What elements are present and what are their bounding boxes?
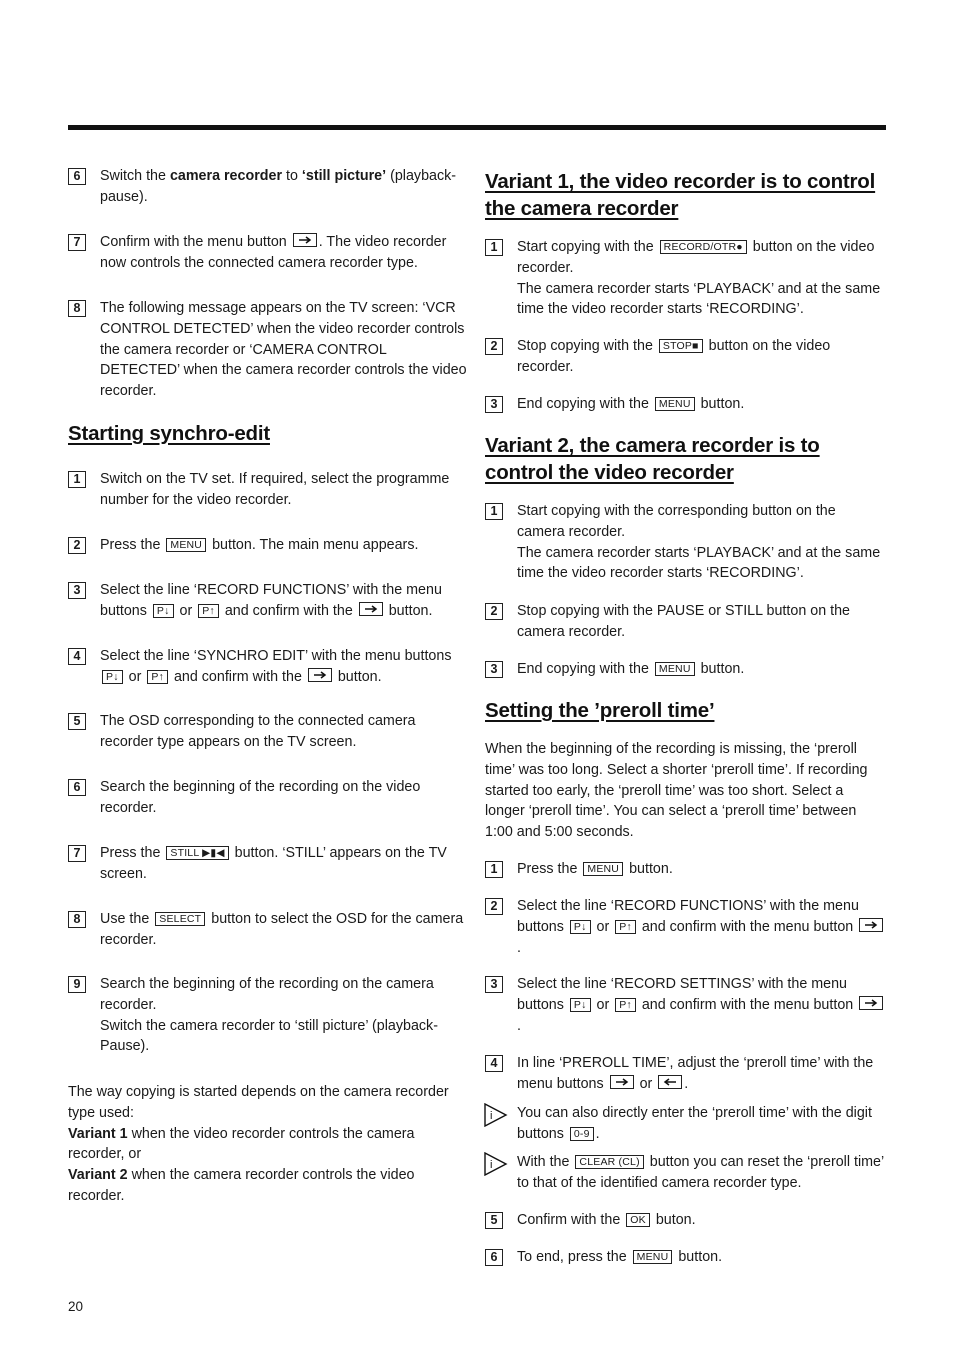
top-rule [68, 125, 886, 130]
synchro-step-3: 3 Select the line ‘RECORD FUNCTIONS’ with the menu buttons P↓ or P↑ and confirm with the button. [68, 580, 468, 622]
menu-key-label: MENU [583, 862, 623, 876]
info-icon [484, 1103, 508, 1127]
arrow-right-key-icon [293, 233, 317, 247]
info-note-digit-buttons: i You can also directly enter the ‘preroll time’ with the digit buttons 0-9 . [485, 1103, 887, 1145]
step-number: 2 [485, 898, 503, 915]
step-number: 2 [68, 537, 86, 554]
info-note-clear-button: i With the CLEAR (CL) button you can reset the ‘preroll time’ to that of the identified camera recorder type. [485, 1152, 887, 1194]
step-number: 1 [68, 471, 86, 488]
step-number: 6 [485, 1249, 503, 1266]
step-number: 8 [68, 911, 86, 928]
preroll-step-6: 6 To end, press the MENU button. [485, 1247, 887, 1268]
arrow-right-key-icon [859, 996, 883, 1010]
menu-key-label: MENU [633, 1250, 673, 1264]
synchro-step-2: 2 Press the MENU button. The main menu appears. [68, 535, 468, 556]
step-6-switch-still: 6 Switch the camera recorder to ‘still picture’ (playback-pause). [68, 166, 468, 208]
step-number: 7 [68, 234, 86, 251]
step-number: 2 [485, 603, 503, 620]
step-number: 5 [68, 713, 86, 730]
synchro-step-6: 6 Search the beginning of the recording on the video recorder. [68, 777, 468, 819]
step-number: 4 [68, 648, 86, 665]
still-key-label: STILL ▶▮◀ [166, 846, 228, 860]
heading-variant-2: Variant 2, the camera recorder is to control the video recorder [485, 434, 820, 484]
step-number: 9 [68, 976, 86, 993]
variant1-step-2: 2 Stop copying with the STOP■ button on the video recorder. [485, 336, 887, 378]
step-number: 6 [68, 779, 86, 796]
preroll-step-3: 3 Select the line ‘RECORD SETTINGS’ with the menu buttons P↓ or P↑ and confirm with the menu button . [485, 974, 887, 1036]
menu-key-label: MENU [166, 538, 206, 552]
digit-keys-label: 0-9 [570, 1127, 594, 1141]
variant2-step-2: 2 Stop copying with the PAUSE or STILL button on the camera recorder. [485, 601, 887, 643]
menu-key-label: MENU [655, 397, 695, 411]
step-number: 5 [485, 1212, 503, 1229]
arrow-right-key-icon [308, 668, 332, 682]
preroll-step-4: 4 In line ‘PREROLL TIME’, adjust the ‘preroll time’ with the menu buttons or . [485, 1053, 887, 1095]
preroll-step-2: 2 Select the line ‘RECORD FUNCTIONS’ with the menu buttons P↓ or P↑ and confirm with the menu button . [485, 896, 887, 958]
p-down-key-label: P↓ [102, 670, 123, 684]
clear-key-label: CLEAR (CL) [575, 1155, 643, 1169]
step-number: 3 [485, 976, 503, 993]
p-up-key-label: P↑ [147, 670, 168, 684]
p-up-key-label: P↑ [615, 998, 636, 1012]
synchro-step-1: 1 Switch on the TV set. If required, select the programme number for the video recorder. [68, 469, 468, 511]
variant1-step-1: 1 Start copying with the RECORD/OTR● button on the video recorder. The camera recorder starts ‘PLAYBACK’ and at the same time the video recorder starts ‘RECORDING’. [485, 237, 887, 320]
select-key-label: SELECT [155, 912, 205, 926]
step-number: 6 [68, 168, 86, 185]
menu-key-label: MENU [655, 662, 695, 676]
stop-key-label: STOP■ [659, 339, 703, 353]
step-number: 1 [485, 861, 503, 878]
page-number: 20 [68, 1299, 84, 1314]
step-number: 4 [485, 1055, 503, 1072]
ok-key-label: OK [626, 1213, 650, 1227]
step-number: 1 [485, 503, 503, 520]
step-number: 7 [68, 845, 86, 862]
variant-explanation: The way copying is started depends on the camera recorder type used: Variant 1 when the video recorder controls the camera recorder, or Variant 2 when the camera recorder controls the video recorder. [68, 1084, 449, 1204]
arrow-left-key-icon [658, 1075, 682, 1089]
variant2-step-1: 1 Start copying with the corresponding button on the camera recorder. The camera recorder starts ‘PLAYBACK’ and at the same time the video recorder starts ‘RECORDING’. [485, 501, 887, 584]
step-number: 3 [485, 396, 503, 413]
p-up-key-label: P↑ [198, 604, 219, 618]
step-number: 3 [68, 582, 86, 599]
step-number: 3 [485, 661, 503, 678]
step-number: 1 [485, 239, 503, 256]
record-otr-key-label: RECORD/OTR● [660, 240, 747, 254]
synchro-step-8: 8 Use the SELECT button to select the OSD for the camera recorder. [68, 909, 468, 951]
synchro-step-4: 4 Select the line ‘SYNCHRO EDIT’ with the menu buttons P↓ or P↑ and confirm with the button. [68, 646, 468, 688]
heading-preroll-time: Setting the ’preroll time’ [485, 699, 715, 722]
variant2-step-3: 3 End copying with the MENU button. [485, 659, 887, 680]
svg-text:i: i [490, 1159, 493, 1171]
p-down-key-label: P↓ [570, 920, 591, 934]
synchro-step-7: 7 Press the STILL ▶▮◀ button. ‘STILL’ appears on the TV screen. [68, 843, 468, 885]
synchro-step-5: 5 The OSD corresponding to the connected camera recorder type appears on the TV screen. [68, 711, 468, 753]
preroll-description: When the beginning of the recording is missing, the ‘preroll time’ was too long. Select a shorter ‘preroll time’. If recording started too early, the ‘preroll time’ was too short. Select a longer ‘preroll time’. You can select a ‘preroll time’ between 1:00 and 5:00 seconds. [485, 741, 868, 841]
step-7-confirm: 7 Confirm with the menu button . The video recorder now controls the connected camera recorder type. [68, 232, 468, 274]
p-up-key-label: P↑ [615, 920, 636, 934]
preroll-step-1: 1 Press the MENU button. [485, 859, 887, 880]
info-icon [484, 1152, 508, 1176]
arrow-right-key-icon [859, 918, 883, 932]
arrow-right-key-icon [359, 602, 383, 616]
step-8-message: 8 The following message appears on the TV screen: ‘VCR CONTROL DETECTED’ when the video recorder controls the camera recorder or ‘CAMERA CONTROL DETECTED’ when the camera recorder controls the video recorder. [68, 298, 468, 402]
svg-text:i: i [490, 1110, 493, 1122]
p-down-key-label: P↓ [153, 604, 174, 618]
preroll-step-5: 5 Confirm with the OK buton. [485, 1210, 887, 1231]
synchro-step-9: 9 Search the beginning of the recording on the camera recorder. Switch the camera recorder to ‘still picture’ (playback-Pause). [68, 974, 468, 1057]
p-down-key-label: P↓ [570, 998, 591, 1012]
variant1-step-3: 3 End copying with the MENU button. [485, 394, 887, 415]
arrow-right-key-icon [610, 1075, 634, 1089]
heading-starting-synchro-edit: Starting synchro-edit [68, 422, 270, 445]
step-number: 2 [485, 338, 503, 355]
step-number: 8 [68, 300, 86, 317]
heading-variant-1: Variant 1, the video recorder is to control the camera recorder [485, 170, 876, 220]
